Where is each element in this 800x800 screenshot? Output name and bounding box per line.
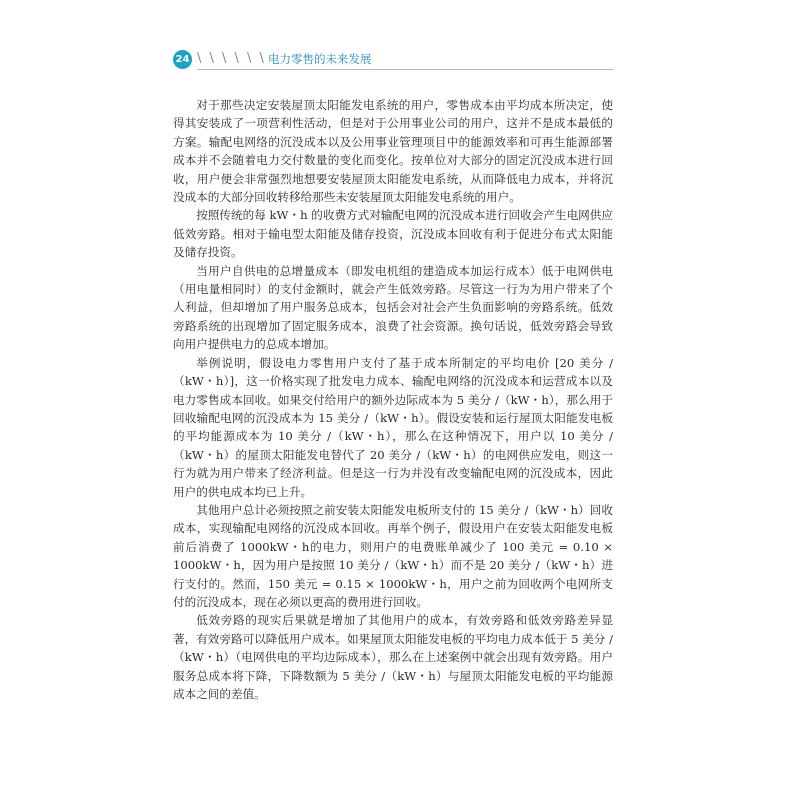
paragraph-4: 举例说明，假设电力零售用户支付了基于成本所制定的平均电价 [20 美分 /（kW・h）]，这一价格实现了批发电力成本、输配电网络的沉没成本和运营成本以及电力零售成本回收。如果交付给用户的额外边际成本为 5 美分 /（kW・h），那么用于回收输配电网的沉没成本为 15 美分 /（kW・h）。假设安装和运行屋顶太阳能发电板的平均能源成本为 10 美分 /（kW・h），那么在这种情况下，用户以 10 美分 /（kW・h）的屋顶太阳能发电替代了 20 美分 /（kW・h）的电网供应发电，则这一行为就为用户带来了经济利益。但是这一行为并没有改变输配电网的沉没成本，因此用户的供电成本均已上升。	[173, 355, 613, 499]
paragraph-6: 低效旁路的现实后果就是增加了其他用户的成本，有效旁路和低效旁路差异显著，有效旁路可以降低用户成本。如果屋顶太阳能发电板的平均电力成本低于 5 美分 /（kW・h）（电网供电的平均边际成本），那么在上述案例中就会出现有效旁路。用户服务总成本将下降，下降数额为 5 美分 /（kW・h）与屋顶太阳能发电板的平均能源成本之间的差值。	[173, 613, 613, 701]
paragraph-5: 其他用户总计必须按照之前安装太阳能发电板所支付的 15 美分 /（kW・h）回收成本，实现输配电网络的沉没成本回收。再举个例子，假设用户在安装太阳能发电板前后消费了 1000kW・h的电力，则用户的电费账单减少了 100 美元 = 0.10 × 1000kW・h，因为用户是按照 10 美分 /（kW・h）而不是 20 美分 /（kW・h）进行支付的。然而，150 美元 = 0.15 × 1000kW・h，用户之前为回收两个电网所支付的沉没成本，现在必须以更高的费用进行回收。	[173, 502, 613, 609]
header-slash-decoration: \ \ \ \ \ \	[197, 51, 266, 66]
paragraph-3: 当用户自供电的总增量成本（即发电机组的建造成本加运行成本）低于电网供电（用电量相同时）的支付金额时，就会产生低效旁路。尽管这一行为为用户带来了个人利益，但却增加了用户服务总成本，包括会对社会产生负面影响的旁路系统。低效旁路系统的出现增加了固定服务成本，浪费了社会资源。换句话说，低效旁路会导致向用户提供电力的总成本增加。	[173, 263, 613, 352]
paragraph-1: 对于那些决定安装屋顶太阳能发电系统的用户，零售成本由平均成本所决定，使得其安装成了一项营利性活动，但是对于公用事业公司的用户，这并不是成本最低的方案。输配电网络的沉没成本以及公用事业管理项目中的能源效率和可再生能源部署成本并不会随着电力交付数量的变化而变化。按单位对大部分的固定沉没成本进行回收，用户便会非常强烈地想要安装屋顶太阳能发电系统，从而降低电力成本，并将沉没成本的大部分回收转移给那些未安装屋顶太阳能发电系统的用户。	[173, 98, 613, 205]
chapter-title: 电力零售的未来发展	[268, 52, 372, 66]
body-text	[173, 96, 613, 703]
header-divider	[197, 69, 613, 70]
paragraph-2: 按照传统的每 kW・h 的收费方式对输配电网的沉没成本进行回收会产生电网供应低效旁路。相对于输电型太阳能及储存投资，沉没成本回收有利于促进分布式太阳能及储存投资。	[173, 208, 613, 260]
page-header	[173, 47, 613, 73]
page-number-badge: 24	[173, 50, 192, 69]
